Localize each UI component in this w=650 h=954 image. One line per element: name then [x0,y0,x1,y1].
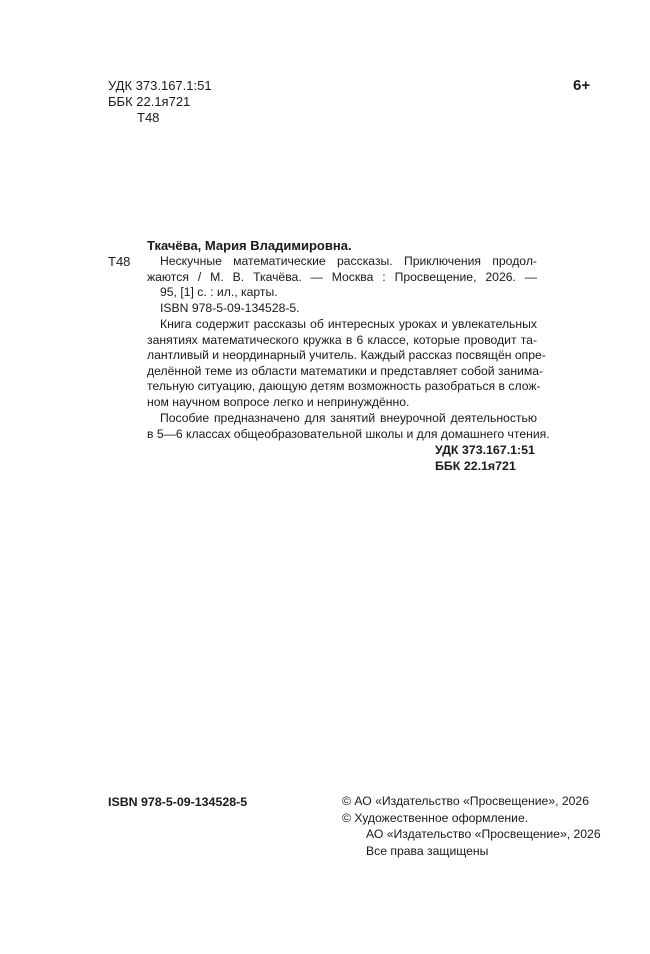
annotation-line: Книга содержит рассказы об интересных уроках и увлекательных [160,317,537,331]
annotation-line: занятиях математического кружка в 6 классе, которые проводит та- [147,332,537,347]
annotation-line: делённой теме из области математики и представляет собой занима- [147,363,544,378]
age-rating: 6+ [573,77,591,94]
copyright-block [342,793,601,859]
annotation-line: лантливый и неординарный учитель. Каждый рассказ посвящён опре- [147,348,546,363]
entry-title [147,254,537,316]
entry-purpose [147,411,550,442]
entry-author: Ткачёва, Мария Владимировна. [147,238,352,253]
entry-title-line: Нескучные математические рассказы. Приключения продол- [160,254,537,268]
entry-code: Т48 [108,254,131,269]
copyright-line: © Художественное оформление. [342,810,529,825]
entry-bbk: ББК 22.1я721 [435,459,516,473]
header-code: Т48 [137,110,160,125]
copyright-line: © АО «Издательство «Просвещение», 2026 [342,794,589,808]
header-udk: УДК 373.167.1:51 [108,78,212,93]
copyright-line: АО «Издательство «Просвещение», 2026 [366,827,601,841]
entry-title-line: 95, [1] с. : ил., карты. [160,285,278,300]
entry-udk: УДК 373.167.1:51 [435,443,535,457]
purpose-line: в 5—6 классах общеобразовательной школы и для домашнего чтения. [147,426,550,441]
annotation-line: ном научном вопросе легко и непринуждённо. [147,394,410,409]
header-bbk: ББК 22.1я721 [108,94,191,109]
purpose-line: Пособие предназначено для занятий внеурочной деятельностью [160,411,537,425]
footer-isbn: ISBN 978-5-09-134528-5 [108,795,248,809]
entry-annotation [147,317,546,411]
entry-title-line: жаются / М. В. Ткачёва. — Москва : Просвещение, 2026. — [147,269,537,284]
copyright-line: Все права защищены [366,843,489,858]
annotation-line: тельную ситуацию, дающую детям возможность разобраться в слож- [147,379,541,394]
entry-isbn: ISBN 978-5-09-134528-5. [160,300,300,315]
